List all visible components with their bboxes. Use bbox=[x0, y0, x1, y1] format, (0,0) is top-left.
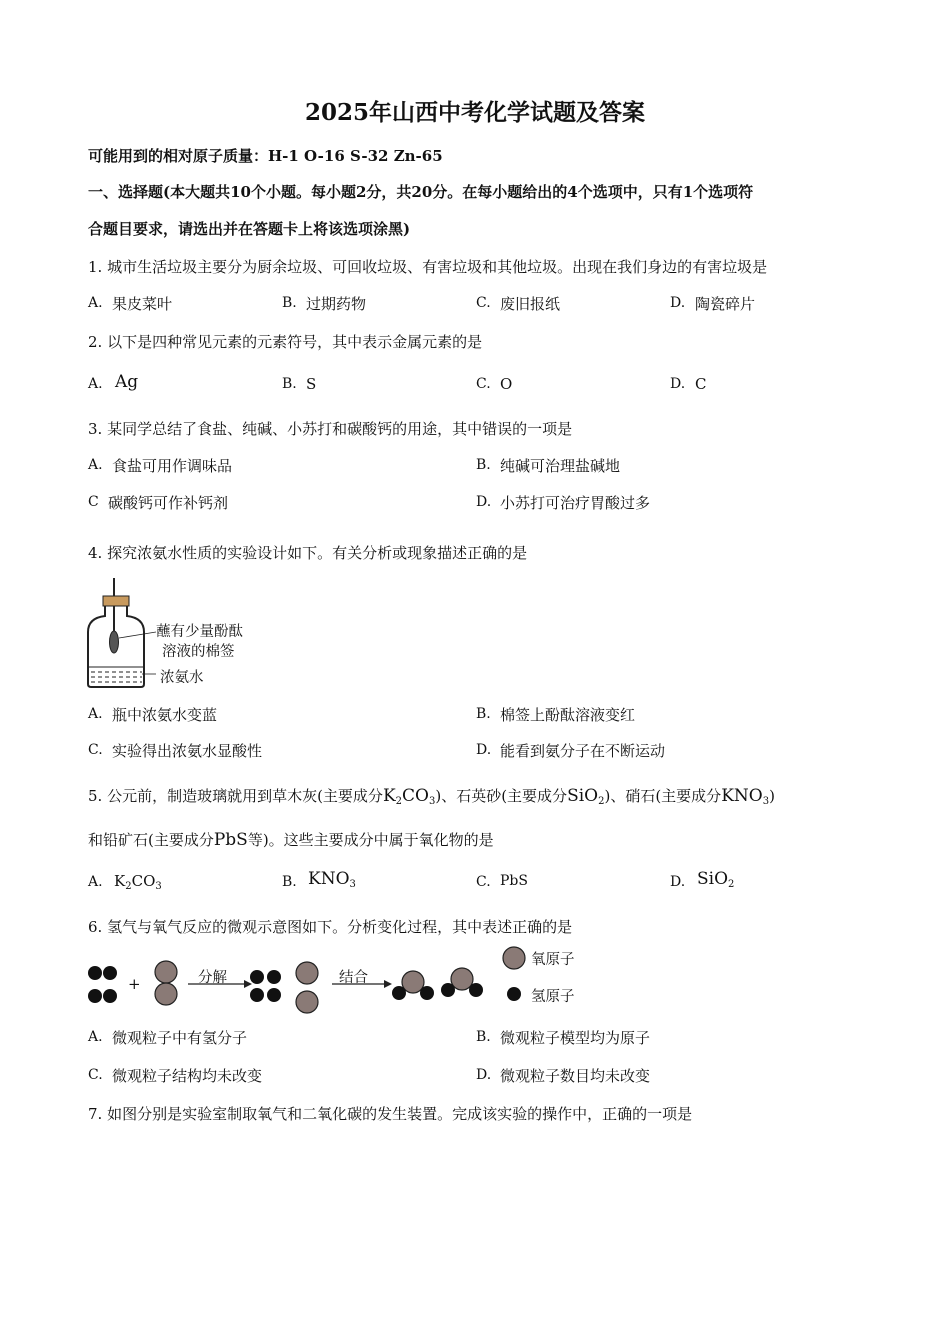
combine-label: 结合 bbox=[339, 970, 368, 986]
q7-stem: 7. 如图分别是实验室制取氧气和二氧化碳的发生装置。完成该实验的操作中，正确的一项是 bbox=[88, 1105, 693, 1123]
hydrogen-oxygen-reaction-figure bbox=[84, 944, 604, 1014]
q1-option-a-letter: A. bbox=[88, 295, 103, 311]
q3-option-d-letter: D. bbox=[476, 494, 492, 510]
q5-option-d: SiO$_2$ bbox=[697, 869, 735, 890]
q5-option-a: $K_2CO_3$ bbox=[114, 872, 162, 892]
q2-option-a-letter: A. bbox=[88, 376, 103, 392]
q1-option-a: 果皮菜叶 bbox=[112, 295, 173, 313]
cotton-swab-label-2: 溶液的棉签 bbox=[162, 644, 235, 660]
q5-option-a-letter: A. bbox=[88, 874, 103, 890]
q4-option-b-letter: B. bbox=[476, 706, 491, 722]
q5-stem-line2: 和铅矿石(主要成分PbS等)。这些主要成分中属于氧化物的是 bbox=[88, 830, 494, 850]
q4-option-d-letter: D. bbox=[476, 742, 492, 758]
formula-k2co3: $K_2CO_3$ bbox=[382, 786, 436, 807]
q1-option-d-letter: D. bbox=[670, 295, 686, 311]
legend-oxygen-marker bbox=[503, 947, 525, 969]
hydrogen-molecules bbox=[88, 966, 117, 1003]
formula-kno3: $KNO_3$ bbox=[721, 786, 770, 807]
legend-hydrogen-label: 氢原子 bbox=[531, 989, 575, 1005]
q3-option-b-letter: B. bbox=[476, 457, 491, 473]
q1-option-c: 废旧报纸 bbox=[500, 295, 561, 313]
q4-option-b: 棉签上酚酞溶液变红 bbox=[500, 706, 636, 724]
q5-option-c: PbS bbox=[500, 873, 528, 889]
q3-option-b: 纯碱可治理盐碱地 bbox=[500, 457, 621, 475]
q2-option-d-letter: D. bbox=[670, 376, 686, 392]
q3-stem: 3. 某同学总结了食盐、纯碱、小苏打和碳酸钙的用途，其中错误的一项是 bbox=[88, 420, 573, 438]
q6-option-b: 微观粒子模型均为原子 bbox=[500, 1029, 651, 1047]
section-heading-line1: 一、选择题(本大题共10个小题。每小题2分，共20分。在每小题给出的4个选项中，只有1个选项符 bbox=[88, 183, 754, 201]
q4-option-d: 能看到氨分子在不断运动 bbox=[500, 742, 666, 760]
q4-stem: 4. 探究浓氨水性质的实验设计如下。有关分析或现象描述正确的是 bbox=[88, 544, 528, 562]
q3-option-d: 小苏打可治疗胃酸过多 bbox=[500, 494, 651, 512]
plus-sign: + bbox=[128, 975, 141, 993]
page-title: 2025年山西中考化学试题及答案 bbox=[304, 99, 645, 126]
section-heading-line2: 合题目要求，请选出并在答题卡上将该选项涂黑) bbox=[88, 220, 411, 238]
q1-option-b: 过期药物 bbox=[306, 295, 367, 313]
decompose-label: 分解 bbox=[198, 970, 227, 986]
q1-option-c-letter: C. bbox=[476, 295, 491, 311]
atomic-mass-note: 可能用到的相对原子质量：H-1 O-16 S-32 Zn-65 bbox=[88, 147, 443, 165]
q2-stem: 2. 以下是四种常见元素的元素符号，其中表示金属元素的是 bbox=[88, 333, 483, 351]
ammonia-bottle-figure bbox=[84, 578, 264, 690]
q2-option-b-letter: B. bbox=[282, 376, 297, 392]
q3-option-a: 食盐可用作调味品 bbox=[112, 457, 233, 475]
q2-option-d: C bbox=[695, 375, 707, 393]
cotton-swab-label-1: 蘸有少量酚酞 bbox=[156, 624, 243, 640]
oxygen-molecule bbox=[155, 961, 177, 1005]
formula-pbs: PbS bbox=[213, 830, 248, 850]
bottle-drawing bbox=[84, 578, 164, 690]
q3-option-c: 碳酸钙可作补钙剂 bbox=[108, 494, 229, 512]
q2-option-c: O bbox=[500, 375, 513, 393]
oxygen-atoms bbox=[296, 962, 318, 1013]
water-molecules bbox=[392, 968, 483, 1000]
q5-option-b-letter: B. bbox=[282, 874, 297, 890]
q6-option-d-letter: D. bbox=[476, 1067, 492, 1083]
q6-option-d: 微观粒子数目均未改变 bbox=[500, 1067, 651, 1085]
q3-option-c-letter: C bbox=[88, 494, 99, 510]
q2-option-a: Ag bbox=[115, 372, 139, 392]
q5-option-b: $KNO_3$ bbox=[308, 869, 356, 890]
q6-option-b-letter: B. bbox=[476, 1029, 491, 1045]
q6-stem: 6. 氢气与氧气反应的微观示意图如下。分析变化过程，其中表述正确的是 bbox=[88, 918, 573, 936]
q1-option-b-letter: B. bbox=[282, 295, 297, 311]
q2-option-b: S bbox=[306, 375, 317, 393]
q1-option-d: 陶瓷碎片 bbox=[695, 295, 756, 313]
q6-option-a-letter: A. bbox=[88, 1029, 103, 1045]
q4-option-c: 实验得出浓氨水显酸性 bbox=[112, 742, 263, 760]
q6-option-c: 微观粒子结构均未改变 bbox=[112, 1067, 263, 1085]
q5-option-c-letter: C. bbox=[476, 874, 491, 890]
q4-option-a: 瓶中浓氨水变蓝 bbox=[112, 706, 218, 724]
formula-sio2: SiO$_2$ bbox=[567, 786, 605, 807]
q4-option-c-letter: C. bbox=[88, 742, 103, 758]
legend-hydrogen-marker bbox=[507, 987, 521, 1001]
q4-option-a-letter: A. bbox=[88, 706, 103, 722]
q5-stem-line1: 5. 公元前，制造玻璃就用到草木灰(主要成分$K_2CO_3$)、石英砂(主要成分SiO$_2$)、硝石(主要成分$KNO_3$) bbox=[88, 786, 775, 807]
q5-option-d-letter: D. bbox=[670, 874, 686, 890]
q6-option-a: 微观粒子中有氢分子 bbox=[112, 1029, 248, 1047]
q2-option-c-letter: C. bbox=[476, 376, 491, 392]
ammonia-label: 浓氨水 bbox=[160, 670, 204, 686]
legend-oxygen-label: 氧原子 bbox=[531, 952, 575, 968]
q6-option-c-letter: C. bbox=[88, 1067, 103, 1083]
hydrogen-atoms bbox=[250, 970, 281, 1002]
q1-stem: 1. 城市生活垃圾主要分为厨余垃圾、可回收垃圾、有害垃圾和其他垃圾。出现在我们身边的有害垃圾是 bbox=[88, 258, 768, 276]
q3-option-a-letter: A. bbox=[88, 457, 103, 473]
